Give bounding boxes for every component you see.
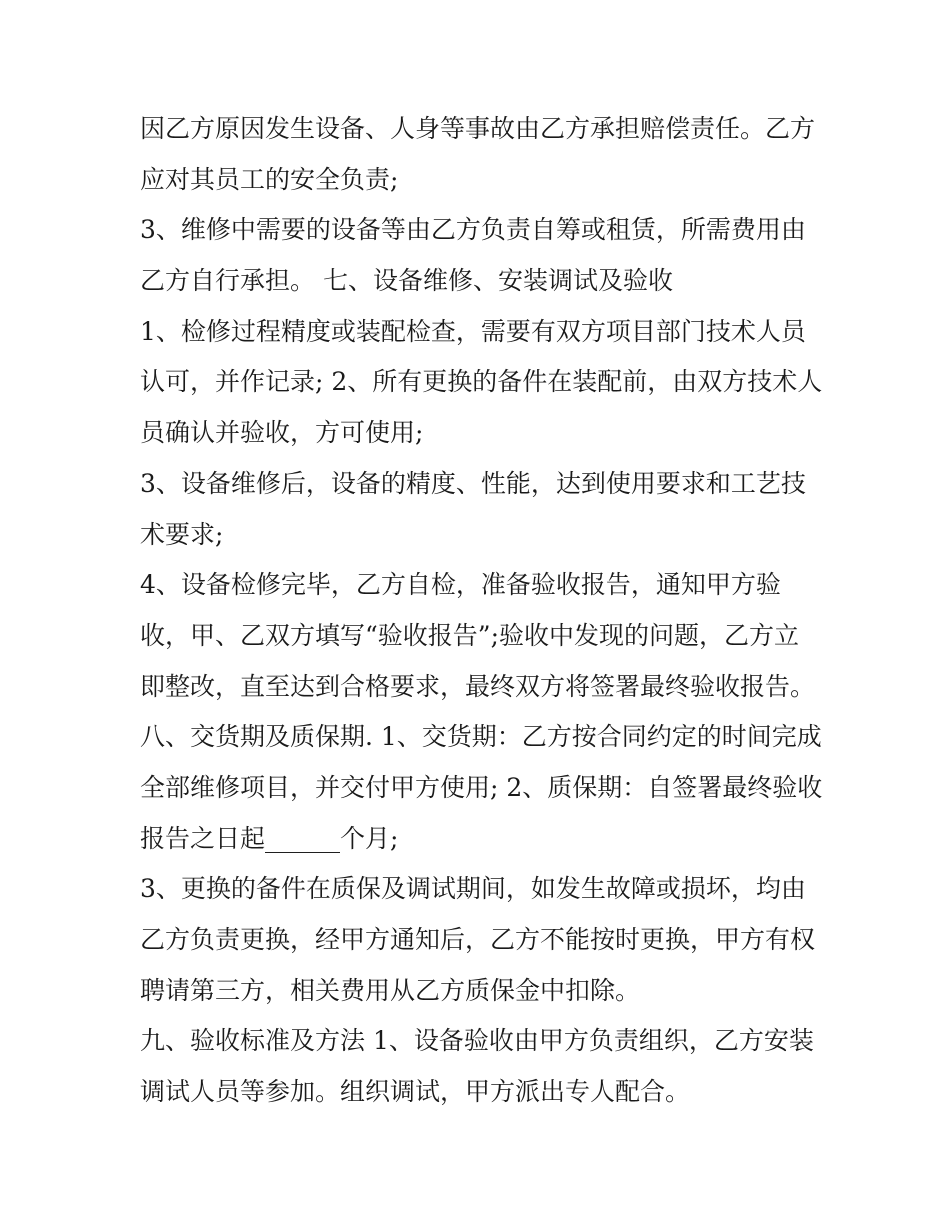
text-line: 聘请第三方，相关费用从乙方质保金中扣除。 <box>140 975 641 1005</box>
text-line: 术要求; <box>140 519 224 549</box>
text-line: 因乙方原因发生设备、人身等事故由乙方承担赔偿责任。乙方 <box>140 114 816 143</box>
text-line: 员确认并验收，方可使用; <box>140 418 424 448</box>
text-line: 3、维修中需要的设备等由乙方负责自筹或租赁，所需费用由 <box>140 215 806 245</box>
text-line: 乙方负责更换，经甲方通知后，乙方不能按时更换，甲方有权 <box>140 925 816 954</box>
text-line: 八、交货期及质保期. 1、交货期：乙方按合同约定的时间完成 <box>140 722 822 752</box>
text-line: 乙方自行承担。 七、设备维修、安装调试及验收 <box>140 266 673 296</box>
text-line: 报告之日起______个月; <box>140 823 399 853</box>
document-body <box>140 104 840 1118</box>
text-line: 九、验收标准及方法 1、设备验收由甲方负责组织，乙方安装 <box>140 1026 814 1056</box>
text-line: 收，甲、乙双方填写“验收报告”;验收中发现的问题，乙方立 <box>140 620 799 650</box>
text-line: 3、设备维修后，设备的精度、性能，达到使用要求和工艺技 <box>140 468 806 498</box>
text-line: 1、检修过程精度或装配检查，需要有双方项目部门技术人员 <box>140 316 806 346</box>
text-line: 认可，并作记录; 2、所有更换的备件在装配前，由双方技术人 <box>140 367 823 397</box>
text-line: 3、更换的备件在质保及调试期间，如发生故障或损坏，均由 <box>140 874 806 904</box>
text-line: 即整改，直至达到合格要求，最终双方将签署最终验收报告。 <box>140 671 816 701</box>
text-line: 4、设备检修完毕，乙方自检，准备验收报告，通知甲方验 <box>140 570 781 600</box>
text-line: 全部维修项目，并交付甲方使用; 2、质保期：自签署最终验收 <box>140 772 823 802</box>
text-line: 调试人员等参加。组织调试，甲方派出专人配合。 <box>140 1077 691 1107</box>
text-line: 应对其员工的安全负责; <box>140 164 399 194</box>
